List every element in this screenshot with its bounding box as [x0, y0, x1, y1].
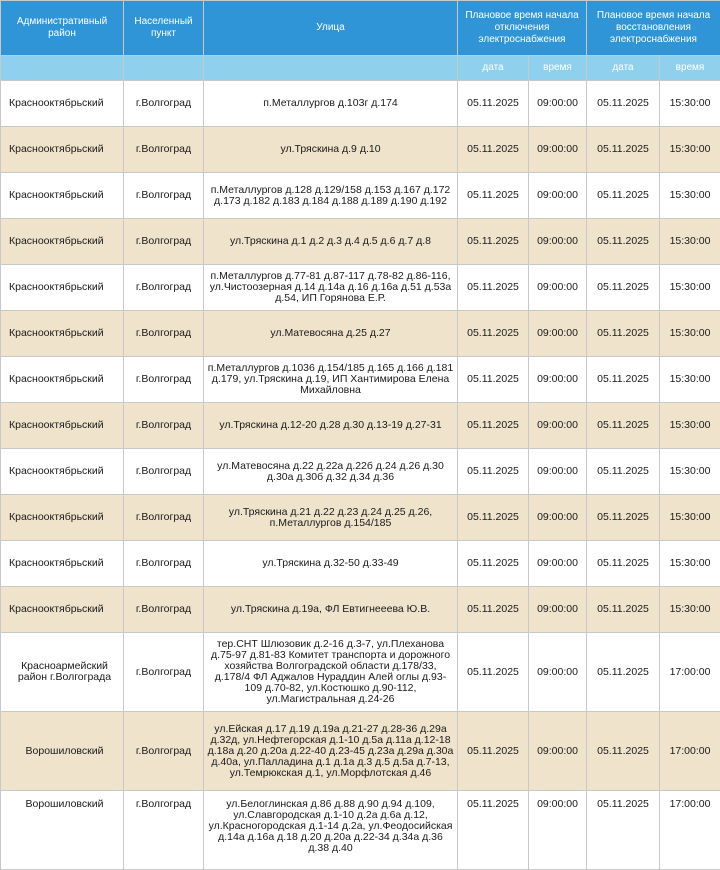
cell-on-date: 05.11.2025: [587, 311, 660, 357]
table-row: [1, 712, 720, 791]
cell-on-date: 05.11.2025: [587, 587, 660, 633]
cell-off-time: 09:00:00: [529, 449, 587, 495]
cell-street: ул.Матевосяна д.22 д.22а д.22б д.24 д.26 д.30 д.30а д.30б д.32 д.34 д.36: [204, 449, 458, 495]
table-row: [1, 265, 720, 311]
cell-on-time: 15:30:00: [660, 81, 720, 127]
cell-on-date: 05.11.2025: [587, 219, 660, 265]
cell-district: Краснооктябрьский: [1, 357, 124, 403]
cell-on-time: 15:30:00: [660, 127, 720, 173]
table-row: [1, 173, 720, 219]
cell-on-time: 15:30:00: [660, 495, 720, 541]
cell-street: ул.Ейская д.17 д.19 д.19а д.21-27 д.28-36 д.29а д.32д, ул.Нефтегорская д.1-10 д.5а д.11а д.12-18 д.18а д.20 д.20а д.22-40 д.23-45 д.23а д.29а д.30а д.40а, ул.Палладина д.1 д.1а д.3 д.5 д.5а д.7-13, ул.Темрюкская д.1, ул.Морфлотская д.46: [204, 712, 458, 791]
cell-on-date: 05.11.2025: [587, 127, 660, 173]
cell-district: Краснооктябрьский: [1, 311, 124, 357]
cell-settlement: г.Волгоград: [124, 791, 204, 870]
cell-off-date: 05.11.2025: [458, 219, 529, 265]
cell-street: п.Металлургов д.103г д.174: [204, 81, 458, 127]
cell-settlement: г.Волгоград: [124, 81, 204, 127]
cell-street: ул.Тряскина д.21 д.22 д.23 д.24 д.25 д.26, п.Металлургов д.154/185: [204, 495, 458, 541]
cell-district: Краснооктябрьский: [1, 403, 124, 449]
cell-on-time: 15:30:00: [660, 403, 720, 449]
cell-on-date: 05.11.2025: [587, 357, 660, 403]
cell-off-date: 05.11.2025: [458, 127, 529, 173]
table-row: [1, 449, 720, 495]
cell-off-date: 05.11.2025: [458, 791, 529, 870]
cell-off-time: 09:00:00: [529, 587, 587, 633]
cell-on-time: 17:00:00: [660, 633, 720, 712]
cell-settlement: г.Волгоград: [124, 449, 204, 495]
cell-street: п.Металлургов д.77-81 д.87-117 д.78-82 д.86-116, ул.Чистоозерная д.14 д.14а д.16 д.16а д.51 д.53а д.54, ИП Горянова Е.Р.: [204, 265, 458, 311]
cell-street: ул.Белоглинская д.86 д.88 д.90 д.94 д.109, ул.Славгородская д.1-10 д.2а д.6а д.12, ул.Красногородская д.1-14 д.2а, ул.Феодосийская д.14а д.16а д.18 д.20 д.20а д.22-34 д.34а д.36 д.38 д.40: [204, 791, 458, 870]
cell-district: Краснооктябрьский: [1, 541, 124, 587]
cell-district: Краснооктябрьский: [1, 495, 124, 541]
cell-on-date: 05.11.2025: [587, 173, 660, 219]
cell-off-time: 09:00:00: [529, 357, 587, 403]
cell-street: тер.СНТ Шлюзовик д.2-16 д.3-7, ул.Плеханова д.75-97 д.81-83 Комитет транспорта и дорожного хозяйства Волгоградской области д.178/33, д.178/4 ФЛ Аджалов Нураддин Алей оглы д.93-109 д.70-82, ул.Костюшко д.90-112, ул.Магистральная д.24-26: [204, 633, 458, 712]
cell-settlement: г.Волгоград: [124, 173, 204, 219]
table-row: [1, 495, 720, 541]
cell-street: ул.Тряскина д.9 д.10: [204, 127, 458, 173]
cell-district: Краснооктябрьский: [1, 265, 124, 311]
cell-off-time: 09:00:00: [529, 712, 587, 791]
cell-settlement: г.Волгоград: [124, 265, 204, 311]
cell-off-date: 05.11.2025: [458, 403, 529, 449]
cell-settlement: г.Волгоград: [124, 127, 204, 173]
cell-off-time: 09:00:00: [529, 127, 587, 173]
table-row: [1, 791, 720, 870]
subheader-on-time: время: [660, 56, 720, 81]
table-row: [1, 403, 720, 449]
table-row: [1, 127, 720, 173]
cell-off-date: 05.11.2025: [458, 311, 529, 357]
cell-street: ул.Тряскина д.19а, ФЛ Евтигнееева Ю.В.: [204, 587, 458, 633]
cell-street: ул.Тряскина д.32-50 д.33-49: [204, 541, 458, 587]
cell-on-date: 05.11.2025: [587, 265, 660, 311]
subheader-off-date: дата: [458, 56, 529, 81]
cell-on-date: 05.11.2025: [587, 633, 660, 712]
cell-off-time: 09:00:00: [529, 219, 587, 265]
cell-on-time: 15:30:00: [660, 173, 720, 219]
cell-off-date: 05.11.2025: [458, 587, 529, 633]
cell-street: п.Металлургов д.128 д.129/158 д.153 д.167 д.172 д.173 д.182 д.183 д.184 д.188 д.189 д.190 д.192: [204, 173, 458, 219]
cell-off-time: 09:00:00: [529, 173, 587, 219]
cell-off-date: 05.11.2025: [458, 81, 529, 127]
cell-settlement: г.Волгоград: [124, 403, 204, 449]
table-row: [1, 219, 720, 265]
cell-settlement: г.Волгоград: [124, 633, 204, 712]
table-row: [1, 541, 720, 587]
subheader-empty: [204, 56, 458, 81]
cell-on-time: 15:30:00: [660, 357, 720, 403]
table-row: [1, 587, 720, 633]
cell-on-time: 15:30:00: [660, 449, 720, 495]
cell-on-time: 15:30:00: [660, 587, 720, 633]
cell-settlement: г.Волгоград: [124, 495, 204, 541]
cell-district: Красноармейский район г.Волгограда: [1, 633, 124, 712]
cell-on-date: 05.11.2025: [587, 449, 660, 495]
cell-off-date: 05.11.2025: [458, 495, 529, 541]
cell-off-date: 05.11.2025: [458, 265, 529, 311]
cell-off-date: 05.11.2025: [458, 449, 529, 495]
table-row: [1, 311, 720, 357]
cell-district: Краснооктябрьский: [1, 173, 124, 219]
cell-on-date: 05.11.2025: [587, 495, 660, 541]
cell-on-time: 15:30:00: [660, 311, 720, 357]
cell-off-time: 09:00:00: [529, 791, 587, 870]
subheader-empty: [124, 56, 204, 81]
cell-settlement: г.Волгоград: [124, 357, 204, 403]
cell-on-date: 05.11.2025: [587, 403, 660, 449]
cell-off-date: 05.11.2025: [458, 541, 529, 587]
header-street: Улица: [204, 1, 458, 56]
header-district: Административный район: [1, 1, 124, 56]
header-settlement: Населенный пункт: [124, 1, 204, 56]
cell-on-time: 15:30:00: [660, 541, 720, 587]
subheader-empty: [1, 56, 124, 81]
cell-settlement: г.Волгоград: [124, 587, 204, 633]
cell-off-time: 09:00:00: [529, 541, 587, 587]
table-row: [1, 357, 720, 403]
cell-on-date: 05.11.2025: [587, 791, 660, 870]
cell-off-time: 09:00:00: [529, 311, 587, 357]
cell-on-time: 17:00:00: [660, 791, 720, 870]
header-off-time: Плановое время начала отключения электроснабжения: [458, 1, 587, 56]
cell-district: Ворошиловский: [1, 712, 124, 791]
cell-settlement: г.Волгоград: [124, 541, 204, 587]
cell-on-date: 05.11.2025: [587, 712, 660, 791]
cell-district: Краснооктябрьский: [1, 219, 124, 265]
cell-off-time: 09:00:00: [529, 403, 587, 449]
subheader-on-date: дата: [587, 56, 660, 81]
cell-street: ул.Матевосяна д.25 д.27: [204, 311, 458, 357]
cell-off-time: 09:00:00: [529, 265, 587, 311]
cell-on-date: 05.11.2025: [587, 541, 660, 587]
cell-off-time: 09:00:00: [529, 633, 587, 712]
cell-off-time: 09:00:00: [529, 495, 587, 541]
cell-district: Краснооктябрьский: [1, 587, 124, 633]
cell-district: Краснооктябрьский: [1, 449, 124, 495]
cell-street: п.Металлургов д.1036 д.154/185 д.165 д.166 д.181 д.179, ул.Тряскина д.19, ИП Хантимирова Елена Михайловна: [204, 357, 458, 403]
cell-street: ул.Тряскина д.12-20 д.28 д.30 д.13-19 д.27-31: [204, 403, 458, 449]
cell-street: ул.Тряскина д.1 д.2 д.3 д.4 д.5 д.6 д.7 д.8: [204, 219, 458, 265]
cell-district: Краснооктябрьский: [1, 81, 124, 127]
cell-district: Краснооктябрьский: [1, 127, 124, 173]
cell-district: Ворошиловский: [1, 791, 124, 870]
cell-off-time: 09:00:00: [529, 81, 587, 127]
cell-off-date: 05.11.2025: [458, 357, 529, 403]
table-row: [1, 633, 720, 712]
subheader-off-time: время: [529, 56, 587, 81]
cell-on-time: 17:00:00: [660, 712, 720, 791]
cell-on-time: 15:30:00: [660, 265, 720, 311]
cell-settlement: г.Волгоград: [124, 311, 204, 357]
cell-off-date: 05.11.2025: [458, 173, 529, 219]
cell-settlement: г.Волгоград: [124, 219, 204, 265]
cell-settlement: г.Волгоград: [124, 712, 204, 791]
header-on-time: Плановое время начала восстановления электроснабжения: [587, 1, 720, 56]
cell-on-time: 15:30:00: [660, 219, 720, 265]
cell-on-date: 05.11.2025: [587, 81, 660, 127]
cell-off-date: 05.11.2025: [458, 712, 529, 791]
cell-off-date: 05.11.2025: [458, 633, 529, 712]
table-row: [1, 81, 720, 127]
